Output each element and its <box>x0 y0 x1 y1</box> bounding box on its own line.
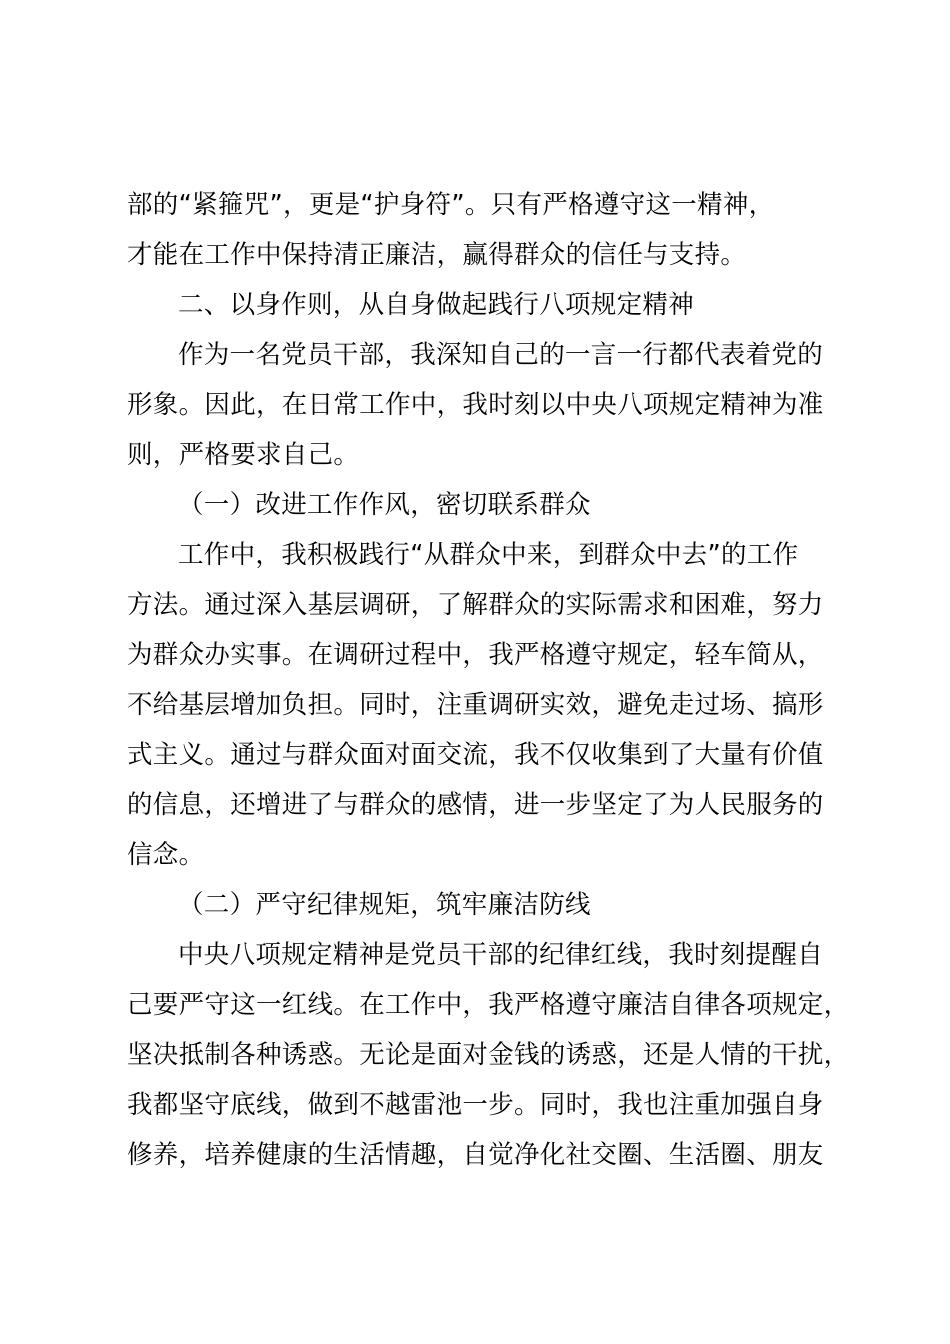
paragraph-line: 的信息，还增进了与群众的感情，进一步坚定了为人民服务的 <box>127 790 824 820</box>
paragraph-line: 形象。因此，在日常工作中，我时刻以中央八项规定精神为准 <box>127 390 824 420</box>
paragraph-line: 则，严格要求自己。 <box>127 440 360 470</box>
section-heading: 二、以身作则，从自身做起践行八项规定精神 <box>178 290 695 320</box>
paragraph-line: 信念。 <box>127 840 205 870</box>
paragraph-line: 才能在工作中保持清正廉洁，赢得群众的信任与支持。 <box>127 240 747 270</box>
paragraph-line: 己要严守这一红线。在工作中，我严格遵守廉洁自律各项规定， <box>127 990 850 1020</box>
subsection-heading: （二）严守纪律规矩，筑牢廉洁防线 <box>178 890 591 920</box>
paragraph-line: 我都坚守底线，做到不越雷池一步。同时，我也注重加强自身 <box>127 1090 824 1120</box>
paragraph-line: 中央八项规定精神是党员干部的纪律红线，我时刻提醒自 <box>178 940 824 970</box>
paragraph-line: 坚决抵制各种诱惑。无论是面对金钱的诱惑，还是人情的干扰， <box>127 1040 850 1070</box>
paragraph-line: 修养，培养健康的生活情趣，自觉净化社交圈、生活圈、朋友 <box>127 1140 824 1170</box>
subsection-heading: （一）改进工作作风，密切联系群众 <box>178 490 591 520</box>
paragraph-line: 方法。通过深入基层调研，了解群众的实际需求和困难，努力 <box>127 590 824 620</box>
paragraph-line: 工作中，我积极践行“从群众中来，到群众中去”的工作 <box>178 540 799 570</box>
paragraph-line: 部的“紧箍咒”，更是“护身符”。只有严格遵守这一精神， <box>127 190 775 220</box>
paragraph-line: 不给基层增加负担。同时，注重调研实效，避免走过场、搞形 <box>127 690 824 720</box>
paragraph-line: 式主义。通过与群众面对面交流，我不仅收集到了大量有价值 <box>127 740 824 770</box>
paragraph-line: 作为一名党员干部，我深知自己的一言一行都代表着党的 <box>178 340 824 370</box>
paragraph-line: 为群众办实事。在调研过程中，我严格遵守规定，轻车简从， <box>127 640 824 670</box>
